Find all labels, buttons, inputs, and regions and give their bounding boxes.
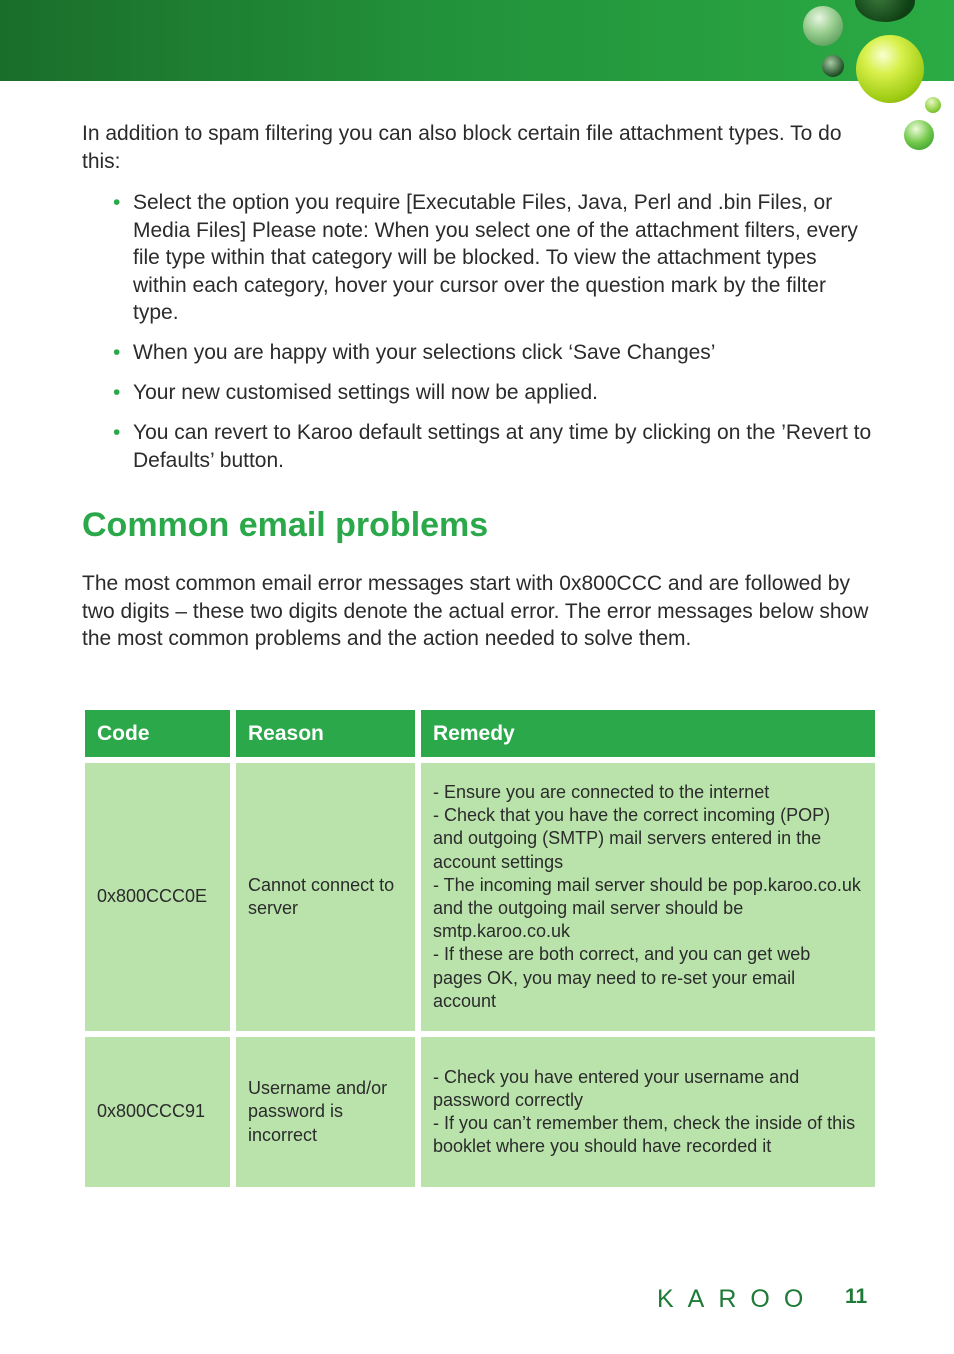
bullet-item: [113, 379, 873, 407]
remedy-line: - Ensure you are connected to the internet: [433, 781, 770, 802]
page-number: 11: [845, 1285, 868, 1308]
error-code: 0x800CCC91: [85, 1037, 230, 1187]
bullet-item: [113, 339, 873, 367]
remedy-line: - The incoming mail server should be pop.karoo.co.uk and the outgoing mail server should be smtp.karoo.co.uk: [433, 874, 861, 942]
remedy-line: - Check that you have the correct incoming (POP) and outgoing (SMTP) mail servers entered in the account settings: [433, 805, 831, 872]
header-code: Code: [85, 710, 230, 757]
remedy-line: - If these are both correct, and you can get web pages OK, you may need to re-set your email account: [433, 944, 811, 1011]
error-reason: Cannot connect to server: [236, 763, 415, 1031]
bullet-dot: •: [113, 421, 121, 444]
error-remedy: [421, 763, 875, 1031]
section-paragraph: The most common email error messages start with 0x800CCC and are followed by two digits – these two digits denote the actual error. The error messages below show the most common problems and the action needed to solve them.: [82, 572, 869, 650]
section-heading: Common email problems: [82, 506, 489, 544]
bullet-text: Select the option you require [Executable Files, Java, Perl and .bin Files, or Media Files] Please note: When you select one of the attachment filters, every file type within that category will be blocked. To view the attachment types within each category, hover your cursor over the question mark by the filter type.: [133, 191, 858, 324]
table-header-row: [85, 710, 875, 757]
bullet-dot: •: [113, 341, 121, 364]
decorative-bubble: [856, 35, 924, 103]
decorative-bubble: [822, 55, 844, 77]
remedy-line: - Check you have entered your username and password correctly: [433, 1066, 800, 1110]
error-remedy: [421, 1037, 875, 1187]
decorative-bubble: [925, 97, 941, 113]
error-table: [79, 704, 881, 1193]
bullet-item: [113, 419, 873, 474]
bullet-list: [113, 189, 873, 487]
bullet-dot: •: [113, 191, 121, 214]
decorative-bubble: [803, 6, 843, 46]
bullet-dot: •: [113, 381, 121, 404]
bullet-text: When you are happy with your selections click ‘Save Changes’: [133, 341, 716, 364]
header-remedy: Remedy: [421, 710, 875, 757]
bullet-text: Your new customised settings will now be applied.: [133, 381, 598, 404]
error-code: 0x800CCC0E: [85, 763, 230, 1031]
bullet-item: [113, 189, 873, 327]
intro-text: In addition to spam filtering you can also block certain file attachment types. To do this:: [82, 122, 842, 173]
table-row: [85, 763, 875, 1031]
error-reason: Username and/or password is incorrect: [236, 1037, 415, 1187]
table-row: [85, 1037, 875, 1187]
remedy-line: - If you can’t remember them, check the inside of this booklet where you should have recorded it: [433, 1113, 856, 1157]
header-reason: Reason: [236, 710, 415, 757]
decorative-bubble: [904, 120, 934, 150]
bullet-text: You can revert to Karoo default settings at any time by clicking on the ’Revert to Defaults’ button.: [133, 421, 872, 472]
brand-logo: KAROO: [657, 1285, 818, 1313]
